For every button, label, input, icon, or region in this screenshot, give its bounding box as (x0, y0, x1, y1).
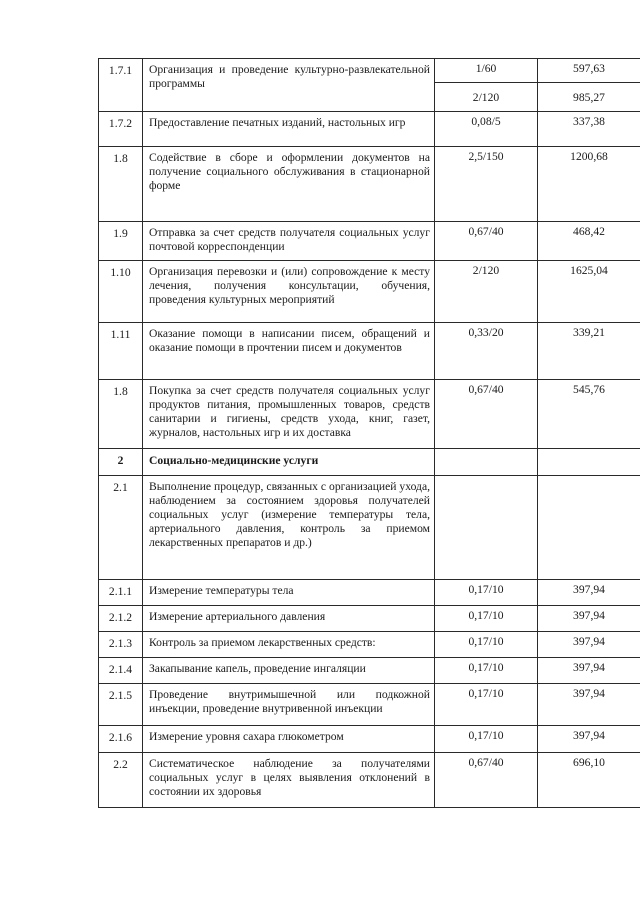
row-number: 2.1.5 (99, 684, 143, 726)
row-price: 1625,04 (538, 261, 640, 323)
row-price: 397,94 (538, 606, 640, 632)
row-price (538, 476, 640, 580)
row-number: 1.10 (99, 261, 143, 323)
section-title: Социально-медицинские услуги (143, 449, 435, 476)
table-row (99, 323, 640, 380)
row-price: 397,94 (538, 580, 640, 606)
row-code: 0,17/10 (435, 658, 538, 684)
row-code: 0,67/40 (435, 380, 538, 449)
row-code: 0,17/10 (435, 684, 538, 726)
row-number: 2.1.2 (99, 606, 143, 632)
table-row (99, 380, 640, 449)
row-code: 2/120 (435, 261, 538, 323)
row-number: 2.1.4 (99, 658, 143, 684)
table-row (99, 59, 640, 83)
row-code: 0,67/40 (435, 222, 538, 261)
row-number: 1.7.1 (99, 59, 143, 112)
row-price (538, 449, 640, 476)
row-code: 1/60 (435, 59, 538, 83)
row-code: 2/120 (435, 83, 538, 112)
row-price: 696,10 (538, 753, 640, 808)
row-price: 339,21 (538, 323, 640, 380)
row-price: 397,94 (538, 726, 640, 753)
row-description: Организация и проведение культурно-развлекательной программы (143, 59, 435, 112)
row-price: 397,94 (538, 684, 640, 726)
row-price: 468,42 (538, 222, 640, 261)
row-description: Оказание помощи в написании писем, обращений и оказание помощи в прочтении писем и документов (143, 323, 435, 380)
row-price: 597,63 (538, 59, 640, 83)
row-code: 0,17/10 (435, 580, 538, 606)
row-number: 2.2 (99, 753, 143, 808)
table-row (99, 112, 640, 147)
row-description: Закапывание капель, проведение ингаляции (143, 658, 435, 684)
row-price: 397,94 (538, 632, 640, 658)
row-code: 2,5/150 (435, 147, 538, 222)
row-number: 2.1.3 (99, 632, 143, 658)
table-row (99, 606, 640, 632)
row-description: Систематическое наблюдение за получателями социальных услуг в целях выявления отклонений в состоянии их здоровья (143, 753, 435, 808)
row-description: Покупка за счет средств получателя социальных услуг продуктов питания, промышленных товаров, средств санитарии и гигиены, средств ухода, книг, газет, журналов, настольных игр и их доставка (143, 380, 435, 449)
row-code (435, 449, 538, 476)
section-row (99, 449, 640, 476)
row-description: Проведение внутримышечной или подкожной инъекции, проведение внутривенной инъекции (143, 684, 435, 726)
table-row (99, 261, 640, 323)
table-row (99, 753, 640, 808)
row-description: Содействие в сборе и оформлении документов на получение социального обслуживания в стационарной форме (143, 147, 435, 222)
row-description: Контроль за приемом лекарственных средств: (143, 632, 435, 658)
row-description: Измерение уровня сахара глюкометром (143, 726, 435, 753)
row-price: 397,94 (538, 658, 640, 684)
row-description: Измерение артериального давления (143, 606, 435, 632)
services-table (98, 58, 640, 808)
row-description: Выполнение процедур, связанных с организацией ухода, наблюдением за состоянием здоровья получателей социальных услуг (измерение температуры тела, артериального давления, контроль за приемом лекарственных препаратов и др.) (143, 476, 435, 580)
row-description: Предоставление печатных изданий, настольных игр (143, 112, 435, 147)
table-row (99, 222, 640, 261)
row-code (435, 476, 538, 580)
row-price: 1200,68 (538, 147, 640, 222)
table-row (99, 632, 640, 658)
row-description: Отправка за счет средств получателя социальных услуг почтовой корреспонденции (143, 222, 435, 261)
table-row (99, 726, 640, 753)
row-number: 2.1.6 (99, 726, 143, 753)
section-number: 2 (99, 449, 143, 476)
row-description: Измерение температуры тела (143, 580, 435, 606)
row-price: 545,76 (538, 380, 640, 449)
row-code: 0,08/5 (435, 112, 538, 147)
table-row (99, 476, 640, 580)
row-price: 337,38 (538, 112, 640, 147)
row-number: 2.1 (99, 476, 143, 580)
row-number: 1.8 (99, 147, 143, 222)
row-code: 0,17/10 (435, 726, 538, 753)
row-code: 0,17/10 (435, 632, 538, 658)
row-number: 1.11 (99, 323, 143, 380)
row-number: 1.8 (99, 380, 143, 449)
row-code: 0,17/10 (435, 606, 538, 632)
table-row (99, 147, 640, 222)
table-row (99, 658, 640, 684)
row-code: 0,67/40 (435, 753, 538, 808)
row-description: Организация перевозки и (или) сопровождение к месту лечения, получения консультации, обучения, проведения культурных мероприятий (143, 261, 435, 323)
row-number: 1.7.2 (99, 112, 143, 147)
row-number: 1.9 (99, 222, 143, 261)
row-price: 985,27 (538, 83, 640, 112)
row-number: 2.1.1 (99, 580, 143, 606)
row-code: 0,33/20 (435, 323, 538, 380)
table-row (99, 684, 640, 726)
table-row (99, 580, 640, 606)
